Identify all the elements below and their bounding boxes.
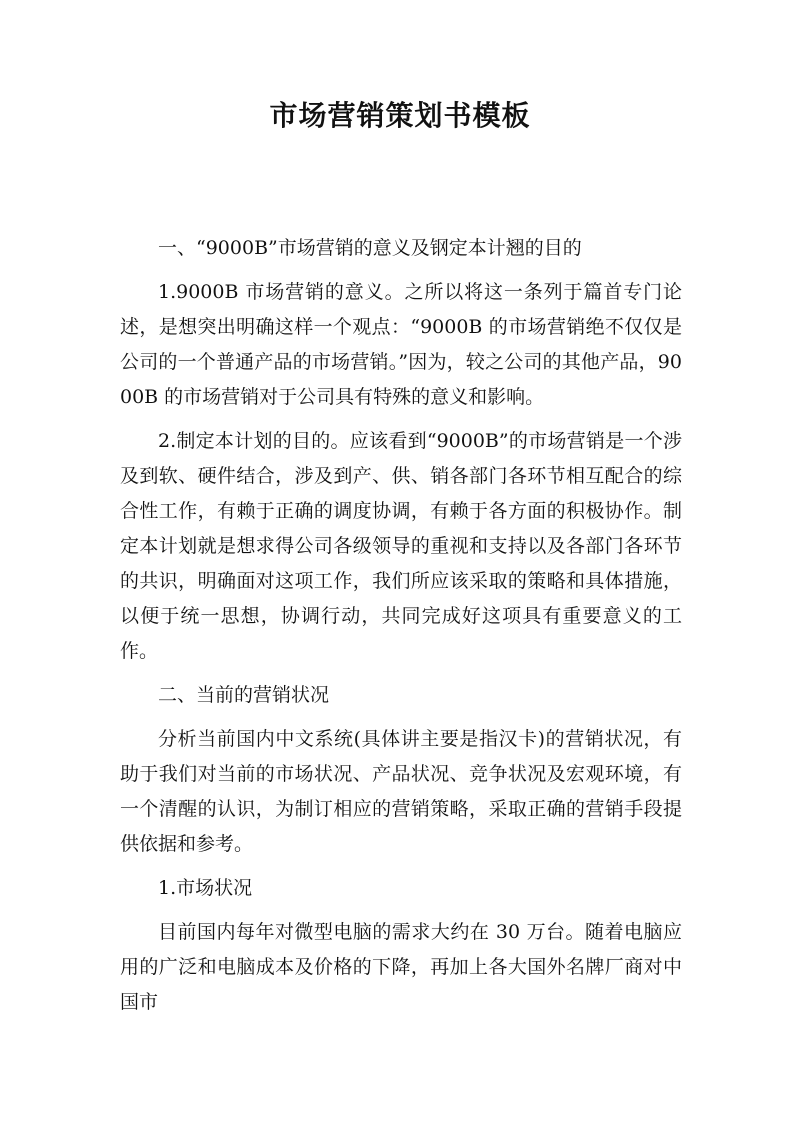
paragraph-plan-purpose: 2.制定本计划的目的。应该看到“9000B”的市场营销是一个涉及到软、硬件结合，涉及到产、供、销各部门各环节相互配合的综合性工作，有赖于正确的调度协调，有赖于各方面的积极协作。制定本计划就是想求得公司各级领导的重视和支持以及各部门各环节的共识，明确面对这项工作，我们所应该采取的策略和具体措施，以便于统一思想，协调行动，共同完成好这项具有重要意义的工作。 xyxy=(120,430,682,662)
paragraph-market-status: 目前国内每年对微型电脑的需求大约在 30 万台。随着电脑应用的广泛和电脑成本及价格的下降，再加上各大国外名牌厂商对中国市 xyxy=(120,921,682,1013)
section-heading-1: 一、“9000B”市场营销的意义及钢定本计翘的目的 xyxy=(158,237,582,259)
section-heading-2: 二、当前的营销状况 xyxy=(158,684,330,706)
document-title: 市场营销策划书模板 xyxy=(269,99,531,132)
paragraph-marketing-significance: 1.9000B 市场营销的意义。之所以将这一条列于篇首专门论述，是想突出明确这样一个观点：“9000B 的市场营销绝不仅仅是公司的一个普通产品的市场营销。”因为，较之公司的其他产品，9000B 的市场营销对于公司具有特殊的意义和影响。 xyxy=(120,281,682,408)
document-body xyxy=(120,231,682,1029)
paragraph-current-situation: 分析当前国内中文系统(具体讲主要是指汉卡)的营销状况，有助于我们对当前的市场状况、产品状况、竞争状况及宏观环境，有一个清醒的认识，为制订相应的营销策略，采取正确的营销手段提供依据和参考。 xyxy=(120,728,682,855)
subsection-heading-market: 1.市场状况 xyxy=(158,877,253,899)
